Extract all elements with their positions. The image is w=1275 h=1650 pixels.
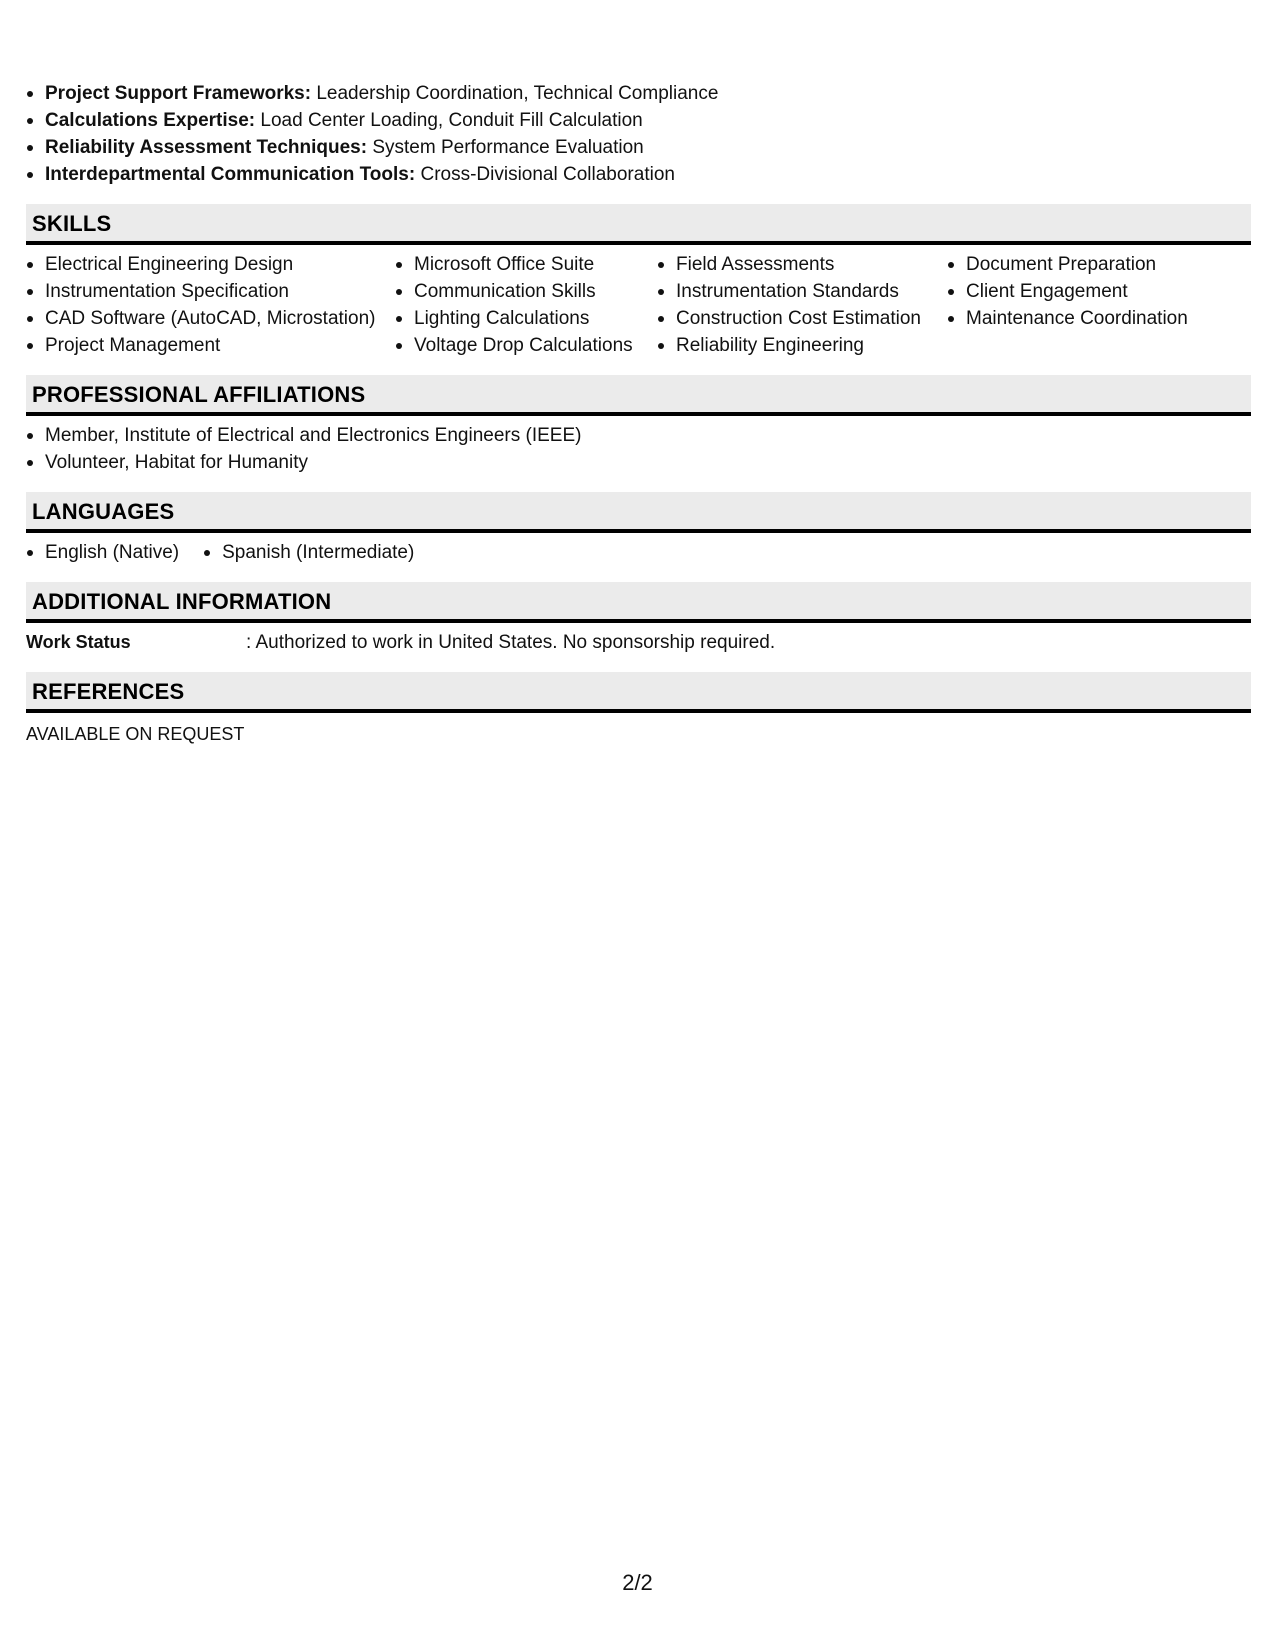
additional-info-section-header xyxy=(26,582,1251,623)
expertise-label: Interdepartmental Communication Tools: xyxy=(45,164,416,185)
resume-page xyxy=(26,80,1251,748)
skill-item: Document Preparation xyxy=(947,251,1227,278)
skills-grid xyxy=(26,251,1251,359)
work-status-row xyxy=(26,629,1251,656)
skills-section-header xyxy=(26,204,1251,245)
skill-item: Lighting Calculations xyxy=(395,305,657,332)
skills-column xyxy=(26,251,395,359)
skill-item: Microsoft Office Suite xyxy=(395,251,657,278)
languages-section-header xyxy=(26,492,1251,533)
page-number: 2/2 xyxy=(622,1570,653,1595)
affiliation-item: Member, Institute of Electrical and Electronics Engineers (IEEE) xyxy=(26,422,1251,449)
list-item xyxy=(26,107,1251,134)
skills-column xyxy=(657,251,947,359)
skill-item: Reliability Engineering xyxy=(657,332,947,359)
list-item xyxy=(26,161,1251,188)
work-status-value: : Authorized to work in United States. No sponsorship required. xyxy=(246,632,776,653)
skill-item: Construction Cost Estimation xyxy=(657,305,947,332)
expertise-value: Leadership Coordination, Technical Compliance xyxy=(316,83,719,104)
skill-item: Instrumentation Specification xyxy=(26,278,395,305)
expertise-value: System Performance Evaluation xyxy=(372,137,644,158)
skill-item: CAD Software (AutoCAD, Microstation) xyxy=(26,305,395,332)
affiliations-list xyxy=(26,422,1251,476)
affiliation-item: Volunteer, Habitat for Humanity xyxy=(26,449,1251,476)
expertise-label: Reliability Assessment Techniques: xyxy=(45,137,368,158)
references-section-header xyxy=(26,672,1251,713)
section-title: LANGUAGES xyxy=(32,499,175,524)
expertise-label: Calculations Expertise: xyxy=(45,110,256,131)
skill-item: Electrical Engineering Design xyxy=(26,251,395,278)
skill-item: Communication Skills xyxy=(395,278,657,305)
skill-item: Voltage Drop Calculations xyxy=(395,332,657,359)
skill-item: Client Engagement xyxy=(947,278,1227,305)
list-item xyxy=(26,80,1251,107)
work-status-label: Work Status xyxy=(26,632,131,652)
section-title: ADDITIONAL INFORMATION xyxy=(32,589,332,614)
skill-item: Instrumentation Standards xyxy=(657,278,947,305)
expertise-list xyxy=(26,80,1251,188)
skill-item: Project Management xyxy=(26,332,395,359)
section-title: SKILLS xyxy=(32,211,112,236)
language-item: Spanish (Intermediate) xyxy=(203,539,414,566)
skills-column xyxy=(395,251,657,359)
skill-item: Maintenance Coordination xyxy=(947,305,1227,332)
expertise-value: Load Center Loading, Conduit Fill Calculation xyxy=(260,110,643,131)
section-title: REFERENCES xyxy=(32,679,185,704)
skill-item: Field Assessments xyxy=(657,251,947,278)
affiliations-section-header xyxy=(26,375,1251,416)
references-text: AVAILABLE ON REQUEST xyxy=(26,724,245,744)
language-item: English (Native) xyxy=(26,539,179,566)
section-title: PROFESSIONAL AFFILIATIONS xyxy=(32,382,366,407)
expertise-value: Cross-Divisional Collaboration xyxy=(420,164,675,185)
languages-list xyxy=(26,539,1251,566)
list-item xyxy=(26,134,1251,161)
skills-column xyxy=(947,251,1227,359)
expertise-label: Project Support Frameworks: xyxy=(45,83,312,104)
